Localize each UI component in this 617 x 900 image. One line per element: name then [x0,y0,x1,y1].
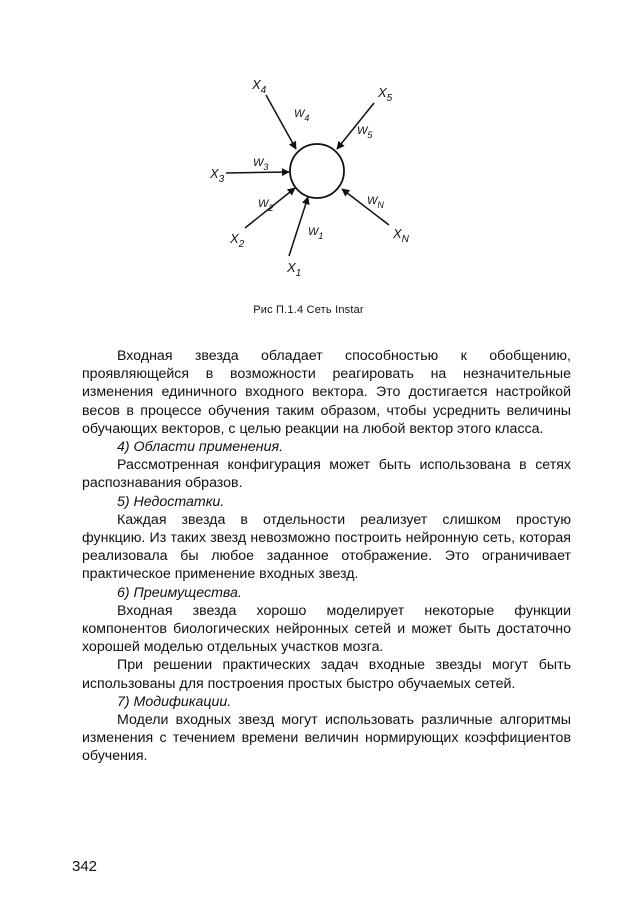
label-w3: $W_3$ [253,157,269,172]
paragraph-generalization: Входная звезда обладает способностью к обобщению, проявляющейся в возможности реагировать на незначительные изменения единичного входного вектора. Это достигается настройкой весов в процессе обучения таким образом, чтобы усреднить величины обучающих векторов, с целью реакции на любой вектор этого класса. [82,348,571,437]
input-arrow-x3 [226,172,289,173]
input-arrow-x4 [266,95,296,149]
label-x3: $X_3$ [210,166,225,185]
input-arrow-x1 [289,197,308,256]
page-number: 342 [72,858,98,875]
paragraph-applications: Рассмотренная конфигурация может быть использована в сетях распознавания образов. [82,457,571,492]
neuron-node [290,144,344,198]
label-wn: $W_N$ [367,195,384,210]
paragraph-advantages-2: При решении практических задач входные звезды могут быть использованы для построения простых быстро обучаемых сетей. [82,657,571,692]
heading-applications: 4) Области применения. [117,439,284,456]
input-arrow-x5 [337,103,374,149]
paragraph-advantages-1: Входная звезда хорошо моделирует некоторые функции компонентов биологических нейронных сетей и может быть достаточно хорошей моделью отдельных участков мозга. [82,602,571,656]
heading-disadvantages: 5) Недостатки. [117,493,225,510]
paragraph-modifications: Модели входных звезд могут использовать различные алгоритмы изменения с течением времени величин нормирующих коэффициентов обучения. [82,712,571,765]
label-x4: $X_4$ [252,77,267,96]
label-w2: $W_2$ [258,198,274,213]
body-text [82,347,571,766]
heading-advantages: 6) Преимущества. [117,584,242,601]
label-w5: $W_5$ [357,125,373,140]
label-x2: $X_2$ [230,231,245,250]
label-xn: $X_N$ [393,226,409,245]
figure-caption: Рис П.1.4 Сеть Instar [253,304,364,316]
label-x1: $X_1$ [287,260,302,279]
paragraph-disadvantages: Каждая звезда в отдельности реализует слишком простую функцию. Из таких звезд невозможно построить нейронную сеть, которая реализовала бы любое заданное отображение. Это ограничивает практическое применение входных звезд. [82,511,571,583]
heading-modifications: 7) Модификации. [117,693,232,710]
label-w4: $W_4$ [294,108,310,123]
label-w1: $W_1$ [308,226,324,241]
instar-network-diagram [0,0,617,330]
label-x5: $X_5$ [378,85,393,104]
